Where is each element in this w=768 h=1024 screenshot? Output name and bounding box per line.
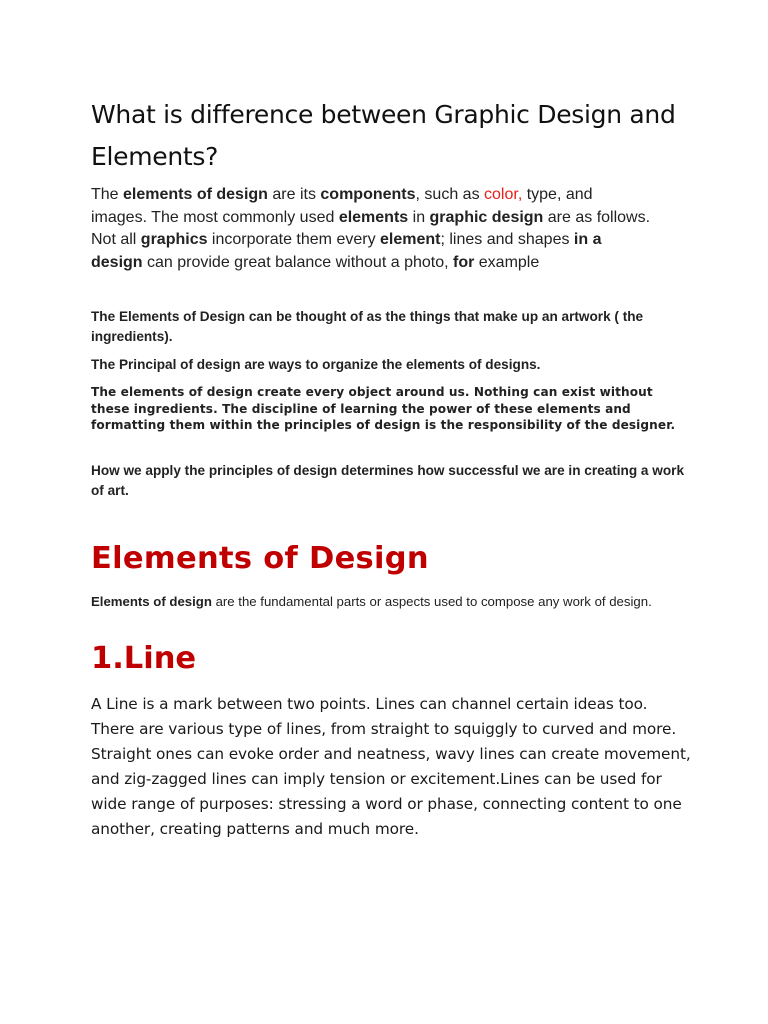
intro-bold: components [320, 186, 416, 203]
intro-text: type, and images. The most commonly used [91, 186, 593, 226]
intro-bold: element [380, 231, 441, 249]
paragraph-apply: How we apply the principles of design determines how successful we are in creating a work of art. [91, 463, 685, 498]
page-title: What is difference between Graphic Design and Elements? [91, 100, 676, 171]
intro-bold: elements of design [123, 186, 268, 203]
intro-text: , such as [415, 186, 485, 203]
paragraph-ingredients: The Elements of Design can be thought of as the things that make up an artwork ( the ingredients). [91, 309, 644, 344]
intro-text: are its [267, 186, 321, 203]
color-link[interactable]: color, [484, 186, 523, 203]
intro-text: in [408, 208, 430, 226]
intro-text: incorporate them every [207, 231, 381, 249]
intro-bold: for [453, 254, 475, 272]
definition-paragraph [91, 592, 691, 611]
section-heading-elements: Elements of Design [91, 541, 429, 576]
intro-bold: elements [338, 208, 409, 226]
intro-text: example [474, 254, 540, 272]
definition-text: are the fundamental parts or aspects used to compose any work of design. [211, 594, 652, 609]
intro-bold: graphic design [429, 208, 544, 226]
intro-paragraph [91, 184, 651, 275]
definition-bold: Elements of design [91, 594, 212, 609]
intro-text: are as follows. Not all [91, 208, 651, 249]
line-paragraph: A Line is a mark between two points. Lines can channel certain ideas too. There are various type of lines, from straight to squiggly to curved and more. Straight ones can evoke order and neatness, wavy lines can create movement, and zig-zagged lines can imply tension or excitement.Lines can be used for wide range of purposes: stressing a word or phase, connecting content to one another, creating patterns and much more. [91, 695, 691, 838]
paragraph-principal: The Principal of design are ways to organize the elements of designs. [91, 357, 541, 372]
paragraph-discipline: The elements of design create every object around us. Nothing can exist without these ingredients. The discipline of learning the power of these elements and formatting them within the principles of design is the responsibility of the designer. [91, 385, 676, 432]
intro-text: can provide great balance without a photo, [142, 254, 453, 272]
intro-bold: graphics [140, 231, 208, 249]
intro-text: ; lines and shapes [440, 231, 574, 249]
section-heading-line: 1.Line [91, 641, 197, 676]
intro-text: The [91, 186, 124, 203]
intro-bold: in a design [91, 231, 602, 272]
